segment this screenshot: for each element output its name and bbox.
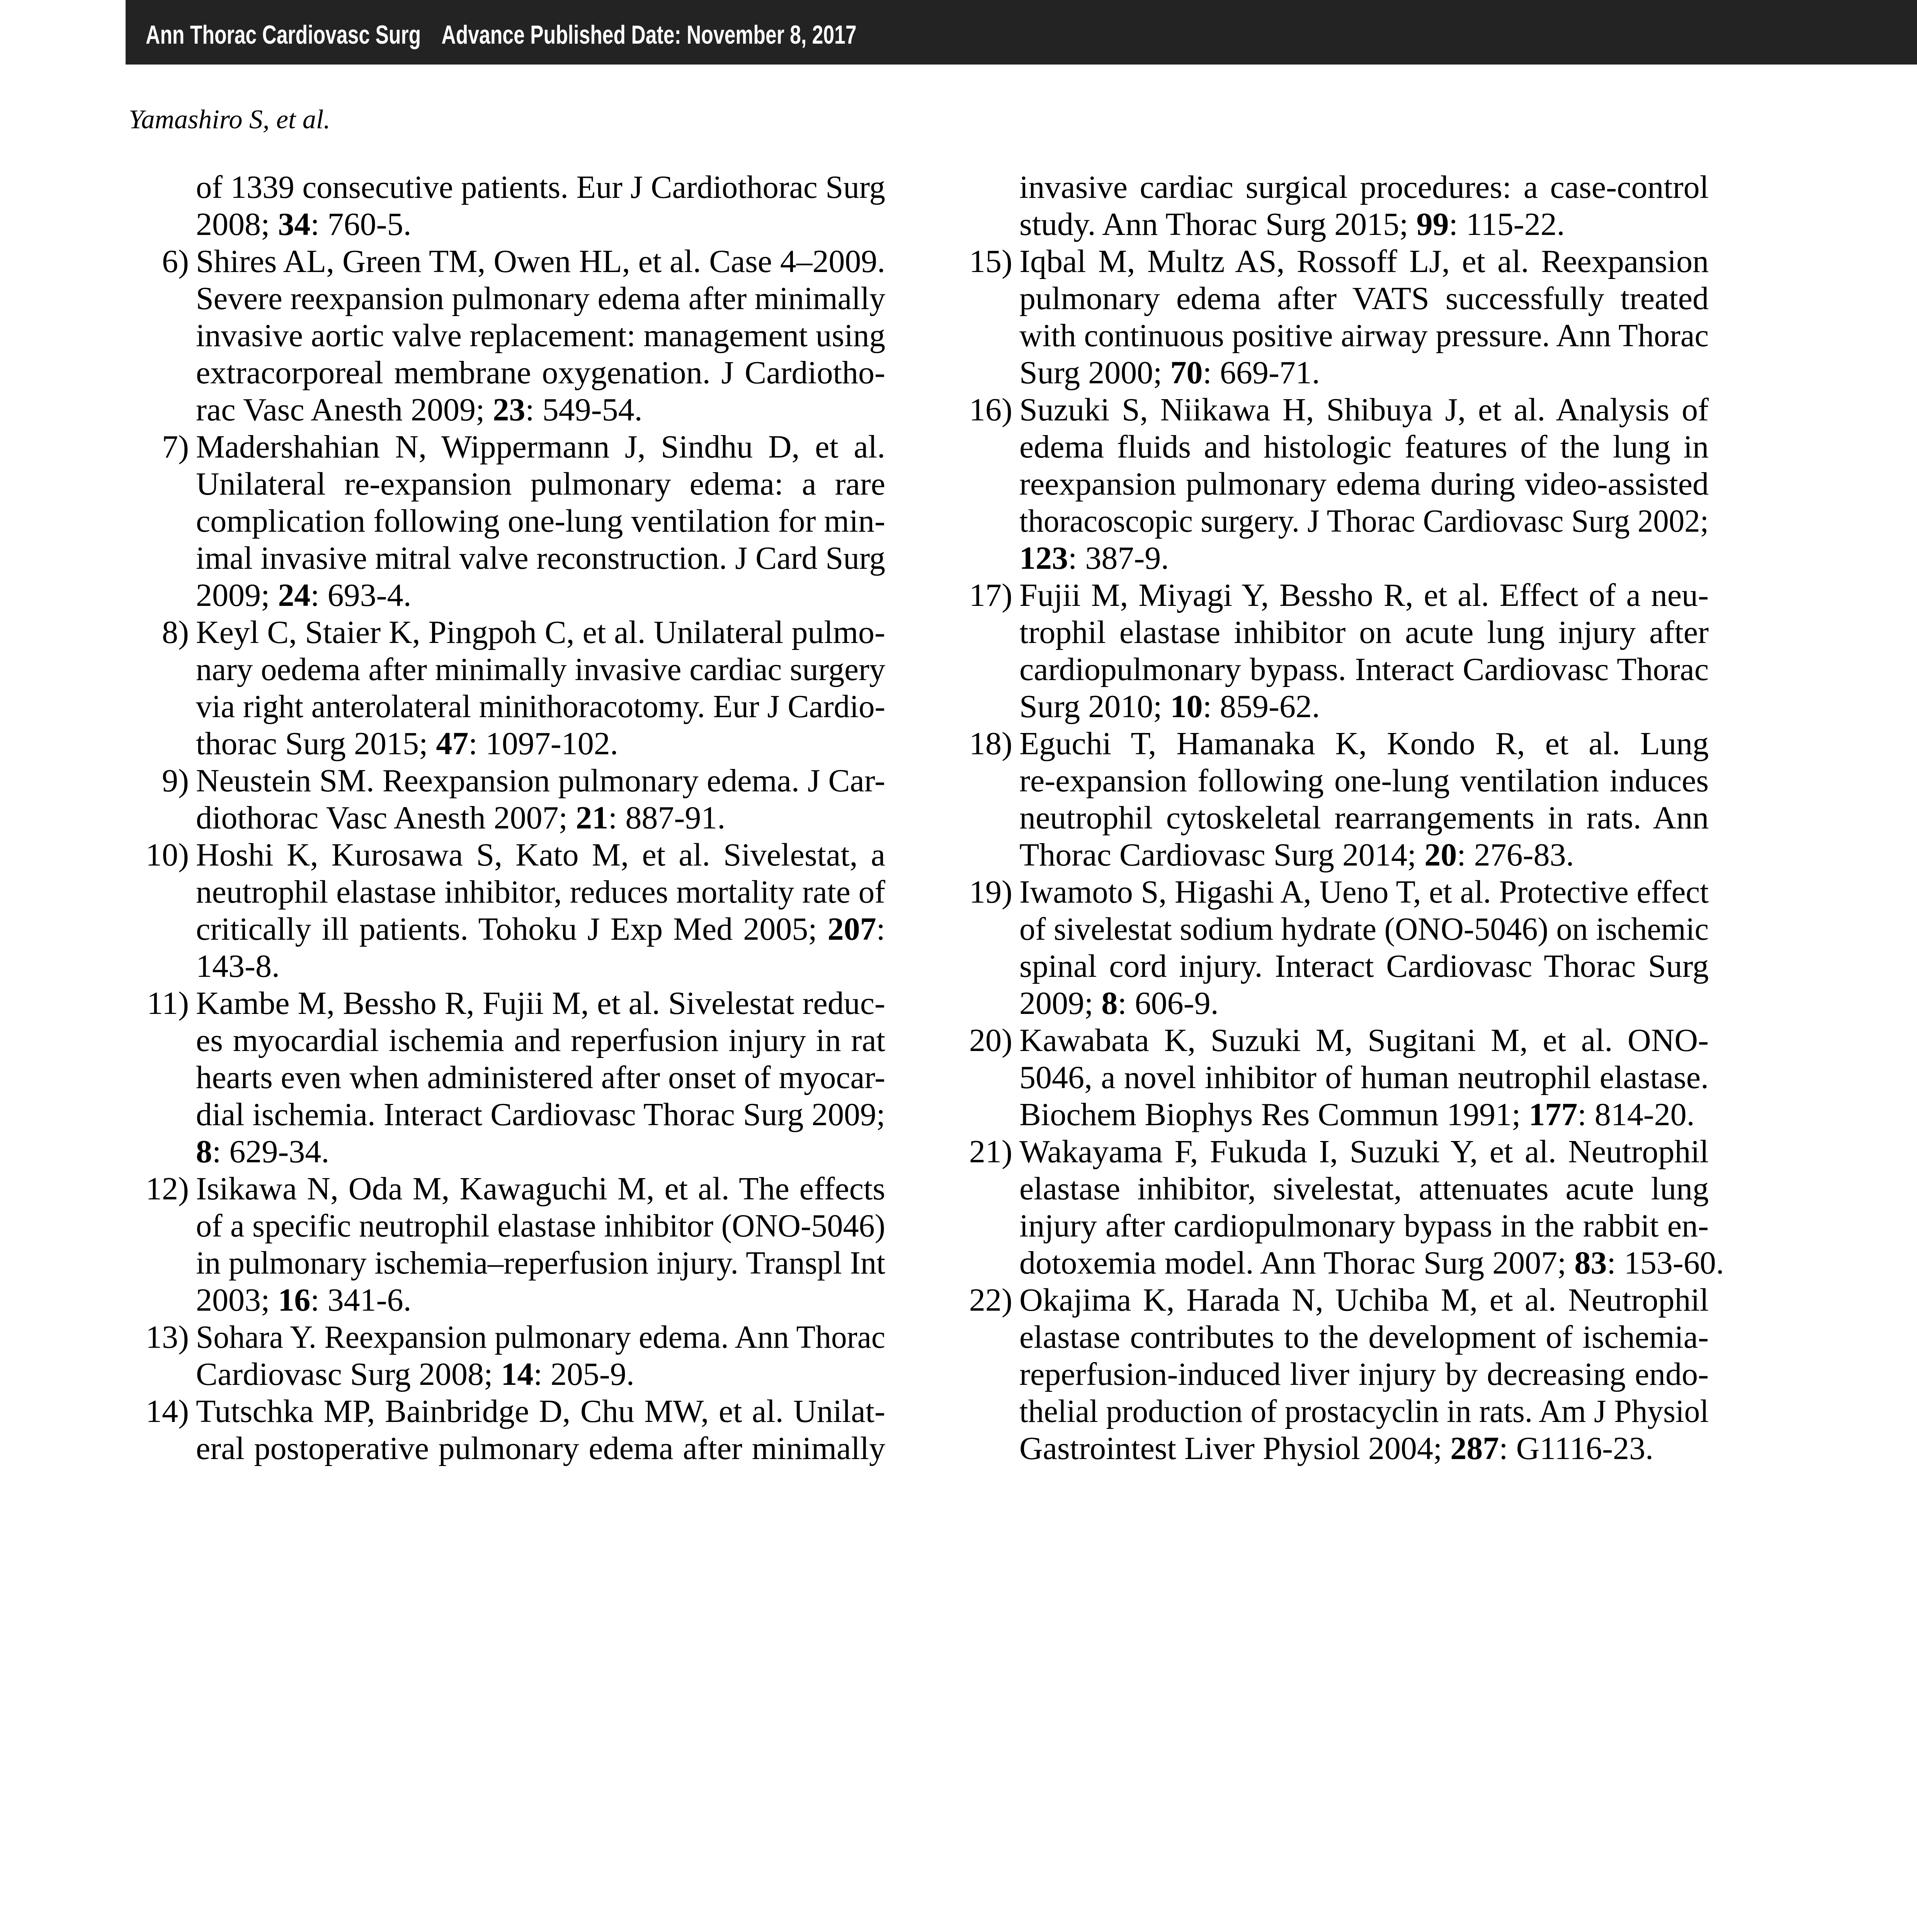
reference-line <box>1019 651 1709 688</box>
reference-number: 8) <box>162 614 189 650</box>
reference-line <box>196 1022 885 1059</box>
reference-item <box>969 874 1709 1022</box>
reference-line <box>1019 391 1709 429</box>
reference-item <box>146 837 885 985</box>
reference-item <box>196 169 885 243</box>
reference-text: : 115-22. <box>1449 206 1565 242</box>
reference-text: of sivelestat sodium hydrate (ONO-5046) on ischemic <box>1019 911 1709 947</box>
volume-number: 207 <box>827 911 876 947</box>
volume-number: 23 <box>493 392 526 428</box>
reference-text: : 387-9. <box>1068 540 1169 576</box>
reference-line <box>1019 540 1709 577</box>
reference-line <box>196 466 885 503</box>
reference-text: : 629-34. <box>212 1134 330 1170</box>
reference-line <box>196 762 885 799</box>
reference-number: 22) <box>969 1282 1012 1318</box>
reference-line <box>1019 280 1709 317</box>
reference-line <box>196 391 885 429</box>
reference-number: 19) <box>969 874 1012 910</box>
reference-item <box>146 1319 885 1393</box>
reference-text: study. Ann Thorac Surg 2015; <box>1019 206 1417 242</box>
reference-text: Tutschka MP, Bainbridge D, Chu MW, et al. Unilat- <box>196 1393 885 1429</box>
reference-item <box>162 614 885 762</box>
reference-text: neutrophil cytoskeletal rearrangements in rats. Ann <box>1019 800 1709 836</box>
reference-text: imal invasive mitral valve reconstruction. J Card Surg <box>196 540 885 576</box>
reference-text: Cardiovasc Surg 2008; <box>196 1356 501 1392</box>
reference-text: 2003; <box>196 1282 278 1318</box>
running-head-authors: Yamashiro S, et al. <box>129 105 330 134</box>
reference-text: reexpansion pulmonary edema during video-assisted <box>1019 466 1709 502</box>
reference-text: nary oedema after minimally invasive cardiac surgery <box>196 651 885 687</box>
reference-text: Surg 2010; <box>1019 689 1170 724</box>
reference-text: in pulmonary ischemia–reperfusion injury. Transpl Int <box>196 1245 885 1281</box>
reference-text: : 887-91. <box>608 800 726 836</box>
publication-date: Advance Published Date: November 8, 2017 <box>441 20 857 49</box>
reference-text: Kawabata K, Suzuki M, Sugitani M, et al. ONO- <box>1019 1022 1709 1058</box>
reference-item <box>969 1282 1709 1467</box>
reference-text: es myocardial ischemia and reperfusion injury in rat <box>196 1022 885 1058</box>
reference-line <box>1019 503 1709 540</box>
reference-line <box>1019 1133 1709 1170</box>
reference-line <box>196 429 885 466</box>
reference-line <box>1019 169 1709 206</box>
reference-number: 18) <box>969 726 1012 762</box>
reference-text: edema fluids and histologic features of the lung in <box>1019 429 1709 465</box>
reference-number: 15) <box>969 243 1012 279</box>
reference-text: thelial production of prostacyclin in rats. Am J Physiol <box>1019 1393 1709 1429</box>
volume-number: 99 <box>1416 206 1449 242</box>
reference-text: : 814-20. <box>1577 1097 1695 1133</box>
reference-line <box>196 280 885 317</box>
volume-number: 177 <box>1529 1097 1578 1133</box>
reference-number: 20) <box>969 1022 1012 1058</box>
reference-line <box>1019 725 1709 762</box>
reference-text: elastase contributes to the development of ischemia- <box>1019 1319 1709 1355</box>
reference-line <box>196 874 885 911</box>
reference-text: Neustein SM. Reexpansion pulmonary edema. J Car- <box>196 763 885 799</box>
reference-line <box>1019 206 1709 243</box>
reference-text: Iwamoto S, Higashi A, Ueno T, et al. Protective effect <box>1019 874 1709 910</box>
reference-line <box>196 354 885 391</box>
reference-text: Gastrointest Liver Physiol 2004; <box>1019 1430 1451 1466</box>
reference-text: Eguchi T, Hamanaka K, Kondo R, et al. Lung <box>1019 726 1709 762</box>
reference-line <box>1019 429 1709 466</box>
reference-text: : 1097-102. <box>468 726 618 762</box>
reference-item <box>969 1133 1724 1282</box>
reference-text: 2009; <box>1019 985 1102 1021</box>
reference-number: 21) <box>969 1134 1012 1170</box>
reference-line <box>1019 1356 1709 1393</box>
reference-text: Fujii M, Miyagi Y, Bessho R, et al. Effect of a neu- <box>1019 577 1709 613</box>
journal-header-text <box>146 19 857 50</box>
reference-line <box>1019 243 1709 280</box>
reference-item <box>969 1022 1709 1133</box>
reference-item <box>146 1393 885 1467</box>
volume-number: 8 <box>196 1134 212 1170</box>
volume-number: 8 <box>1101 985 1118 1021</box>
reference-line <box>196 169 885 206</box>
reference-item <box>162 762 885 837</box>
reference-text: Suzuki S, Niikawa H, Shibuya J, et al. Analysis of <box>1019 392 1709 428</box>
reference-text: : 606-9. <box>1118 985 1219 1021</box>
reference-line <box>196 688 885 725</box>
reference-text: cardiopulmonary bypass. Interact Cardiovasc Thorac <box>1019 651 1709 687</box>
reference-text: : 205-9. <box>533 1356 634 1392</box>
reference-line <box>1019 466 1709 503</box>
volume-number: 16 <box>278 1282 311 1318</box>
reference-line <box>196 799 885 837</box>
reference-text: dotoxemia model. Ann Thorac Surg 2007; <box>1019 1245 1575 1281</box>
reference-line <box>1019 1319 1709 1356</box>
reference-number: 14) <box>146 1393 189 1429</box>
reference-line <box>196 1393 885 1430</box>
reference-line <box>1019 1022 1709 1059</box>
volume-number: 34 <box>278 206 311 242</box>
reference-text: spinal cord injury. Interact Cardiovasc Thorac Surg <box>1019 948 1709 984</box>
reference-line <box>196 985 885 1022</box>
reference-number: 9) <box>162 763 189 799</box>
reference-line <box>1019 1430 1709 1467</box>
reference-text: invasive cardiac surgical procedures: a case-control <box>1019 169 1709 205</box>
reference-line <box>196 1208 885 1245</box>
reference-item <box>1019 169 1709 243</box>
reference-text: : <box>876 911 885 947</box>
reference-text: of a specific neutrophil elastase inhibitor (ONO-5046) <box>196 1208 885 1244</box>
reference-item <box>969 391 1709 577</box>
reference-line <box>1019 688 1709 725</box>
volume-number: 287 <box>1450 1430 1499 1466</box>
volume-number: 10 <box>1170 689 1203 724</box>
reference-text: thorac Surg 2015; <box>196 726 436 762</box>
reference-line <box>196 911 885 948</box>
reference-line <box>196 1096 883 1133</box>
reference-item <box>969 243 1709 391</box>
reference-number: 7) <box>162 429 189 465</box>
reference-line <box>196 1245 885 1282</box>
reference-text: elastase inhibitor, sivelestat, attenuates acute lung <box>1019 1171 1709 1207</box>
journal-header-bar <box>126 0 1917 65</box>
reference-item <box>162 429 885 614</box>
reference-text: 2009; <box>196 577 278 613</box>
reference-number: 12) <box>146 1171 189 1207</box>
reference-text: extracorporeal membrane oxygenation. J Cardiotho- <box>196 355 885 391</box>
reference-text: invasive aortic valve replacement: management using <box>196 318 885 354</box>
reference-line <box>1019 1245 1724 1282</box>
reference-text: Kambe M, Bessho R, Fujii M, et al. Sivelestat reduc- <box>196 985 885 1021</box>
reference-line <box>196 206 885 243</box>
reference-line <box>1019 317 1709 354</box>
reference-item <box>969 577 1709 725</box>
reference-line <box>1019 577 1709 614</box>
reference-line <box>1019 985 1709 1022</box>
reference-line <box>196 503 885 540</box>
volume-number: 70 <box>1170 355 1203 391</box>
reference-text: : 276-83. <box>1457 837 1574 873</box>
reference-line <box>1019 874 1709 911</box>
reference-text: : 760-5. <box>310 206 412 242</box>
reference-line <box>1019 911 1709 948</box>
volume-number: 83 <box>1574 1245 1607 1281</box>
reference-line <box>1019 837 1709 874</box>
reference-text: of 1339 consecutive patients. Eur J Cardiothorac Surg <box>196 169 885 205</box>
volume-number: 24 <box>278 577 311 613</box>
reference-text: Sohara Y. Reexpansion pulmonary edema. Ann Thorac <box>196 1319 885 1355</box>
volume-number: 21 <box>575 800 608 836</box>
reference-item <box>162 243 885 429</box>
reference-text: : 153-60. <box>1607 1245 1724 1281</box>
reference-line <box>196 1356 885 1393</box>
reference-text: Okajima K, Harada N, Uchiba M, et al. Neutrophil <box>1019 1282 1709 1318</box>
reference-text: 5046, a novel inhibitor of human neutrophil elastase. <box>1019 1060 1709 1095</box>
reference-line <box>1019 1096 1709 1133</box>
reference-text: pulmonary edema after VATS successfully treated <box>1019 281 1709 316</box>
reference-text: Biochem Biophys Res Commun 1991; <box>1019 1097 1529 1133</box>
journal-name: Ann Thorac Cardiovasc Surg <box>146 20 421 49</box>
reference-text: injury after cardiopulmonary bypass in the rabbit en- <box>1019 1208 1709 1244</box>
reference-text: complication following one-lung ventilation for min- <box>196 503 885 539</box>
reference-text: Unilateral re-expansion pulmonary edema: a rare <box>196 466 885 502</box>
reference-text: : 693-4. <box>310 577 412 613</box>
reference-text: via right anterolateral minithoracotomy. Eur J Cardio- <box>196 689 885 724</box>
reference-text: 2008; <box>196 206 278 242</box>
reference-number: 16) <box>969 392 1012 428</box>
reference-line <box>196 1170 885 1208</box>
reference-text: thoracoscopic surgery. J Thorac Cardiovasc Surg 2002; <box>1019 503 1709 539</box>
reference-line <box>1019 1393 1709 1430</box>
reference-line <box>196 837 885 874</box>
reference-number: 11) <box>147 985 189 1021</box>
reference-text: dial ischemia. Interact Cardiovasc Thorac Surg 2009; <box>196 1097 885 1133</box>
reference-line <box>196 614 885 651</box>
reference-number: 6) <box>162 243 189 279</box>
reference-text: : 669-71. <box>1203 355 1320 391</box>
reference-text: Surg 2000; <box>1019 355 1170 391</box>
reference-text: trophil elastase inhibitor on acute lung injury after <box>1019 614 1709 650</box>
reference-text: diothorac Vasc Anesth 2007; <box>196 800 576 836</box>
reference-line <box>196 651 885 688</box>
reference-line <box>1019 1208 1709 1245</box>
reference-line <box>1019 762 1709 799</box>
reference-text: Hoshi K, Kurosawa S, Kato M, et al. Sivelestat, a <box>196 837 885 873</box>
reference-text: Thorac Cardiovasc Surg 2014; <box>1019 837 1425 873</box>
reference-line <box>196 1282 885 1319</box>
reference-text: Isikawa N, Oda M, Kawaguchi M, et al. The effects <box>196 1171 885 1207</box>
reference-text: neutrophil elastase inhibitor, reduces mortality rate of <box>196 874 885 910</box>
reference-text: rac Vasc Anesth 2009; <box>196 392 493 428</box>
reference-line <box>1019 948 1709 985</box>
reference-number: 17) <box>969 577 1012 613</box>
reference-line <box>196 1319 885 1356</box>
reference-line <box>1019 1170 1709 1208</box>
reference-text: : 341-6. <box>310 1282 412 1318</box>
reference-line <box>196 577 885 614</box>
volume-number: 20 <box>1424 837 1457 873</box>
reference-text: Iqbal M, Multz AS, Rossoff LJ, et al. Reexpansion <box>1019 243 1709 279</box>
references-column-right <box>969 169 1724 1467</box>
reference-line <box>196 1059 885 1096</box>
volume-number: 47 <box>436 726 469 762</box>
reference-text: reperfusion-induced liver injury by decreasing endo- <box>1019 1356 1709 1392</box>
references-column-left <box>146 169 885 1467</box>
reference-text: : 859-62. <box>1203 689 1320 724</box>
reference-text: Wakayama F, Fukuda I, Suzuki Y, et al. Neutrophil <box>1019 1134 1709 1170</box>
reference-text: critically ill patients. Tohoku J Exp Med 2005; <box>196 911 828 947</box>
reference-line <box>196 1133 885 1170</box>
reference-text: re-expansion following one-lung ventilation induces <box>1019 763 1709 799</box>
reference-text: Shires AL, Green TM, Owen HL, et al. Case 4–2009. <box>196 243 885 279</box>
reference-line <box>196 948 885 985</box>
reference-item <box>146 1170 885 1319</box>
reference-text: Madershahian N, Wippermann J, Sindhu D, et al. <box>196 429 885 465</box>
reference-text: with continuous positive airway pressure. Ann Thorac <box>1019 318 1709 354</box>
reference-text: Severe reexpansion pulmonary edema after minimally <box>196 281 885 316</box>
reference-item <box>969 725 1709 874</box>
reference-line <box>196 1430 885 1467</box>
reference-text: : G1116-23. <box>1499 1430 1654 1466</box>
reference-number: 10) <box>146 837 189 873</box>
reference-line <box>1019 1282 1709 1319</box>
reference-text: : 549-54. <box>525 392 643 428</box>
reference-line <box>1019 1059 1709 1096</box>
reference-text: eral postoperative pulmonary edema after minimally <box>196 1430 885 1466</box>
reference-item <box>147 985 885 1170</box>
reference-line <box>1019 799 1709 837</box>
reference-line <box>1019 354 1709 391</box>
reference-text: Keyl C, Staier K, Pingpoh C, et al. Unilateral pulmo- <box>196 614 885 650</box>
reference-line <box>1019 614 1709 651</box>
reference-text: hearts even when administered after onset of myocar- <box>196 1060 885 1095</box>
volume-number: 123 <box>1019 540 1068 576</box>
volume-number: 14 <box>501 1356 534 1392</box>
reference-line <box>196 540 885 577</box>
reference-text: 143-8. <box>196 948 280 984</box>
reference-number: 13) <box>146 1319 189 1355</box>
reference-line <box>196 317 885 354</box>
reference-line <box>196 243 883 280</box>
reference-line <box>196 725 885 762</box>
